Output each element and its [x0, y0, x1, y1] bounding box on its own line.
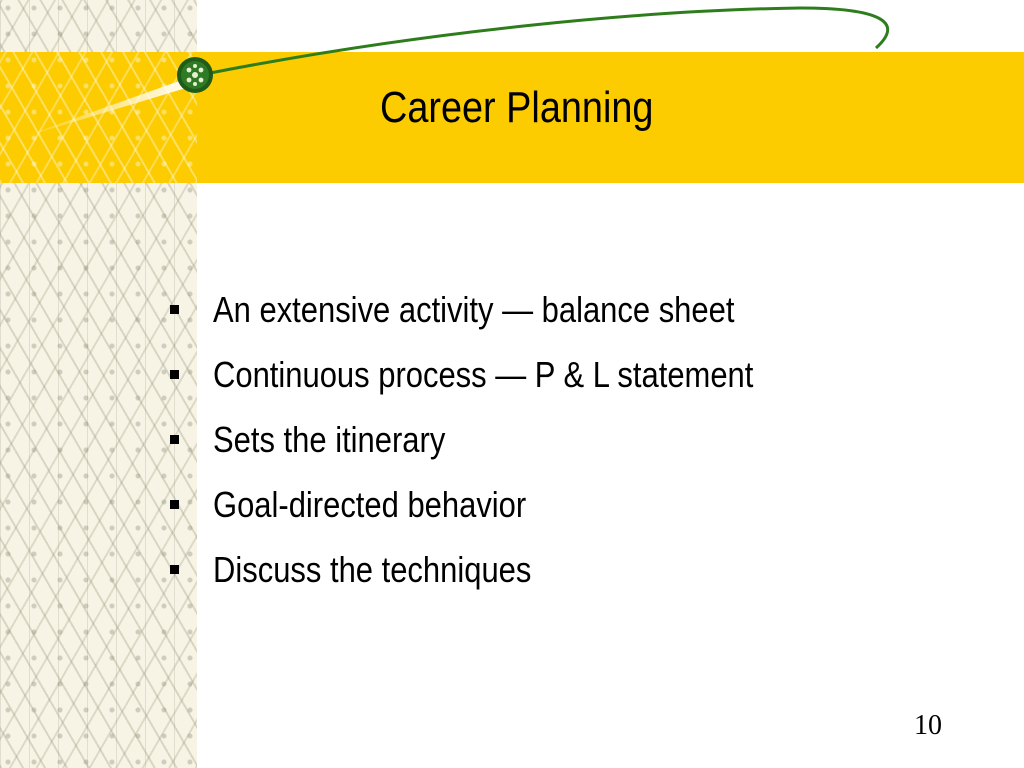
bullet-text: Continuous process — P & L statement [213, 353, 754, 395]
bullet-item [166, 472, 841, 537]
square-bullet-icon [170, 565, 179, 574]
page-number: 10 [914, 710, 942, 741]
square-bullet-icon [170, 435, 179, 444]
bullet-item [166, 277, 841, 342]
bullet-item [166, 537, 841, 602]
bullet-list [166, 277, 841, 602]
bullet-item [166, 407, 841, 472]
bullet-text: An extensive activity — balance sheet [213, 288, 735, 330]
bullet-item [166, 342, 841, 407]
square-bullet-icon [170, 370, 179, 379]
bullet-text: Discuss the techniques [213, 548, 532, 590]
square-bullet-icon [170, 305, 179, 314]
slide-title: Career Planning [380, 83, 654, 132]
bullet-text: Goal-directed behavior [213, 483, 527, 525]
title-band-pattern-decoration [0, 52, 197, 183]
square-bullet-icon [170, 500, 179, 509]
bullet-text: Sets the itinerary [213, 418, 446, 460]
